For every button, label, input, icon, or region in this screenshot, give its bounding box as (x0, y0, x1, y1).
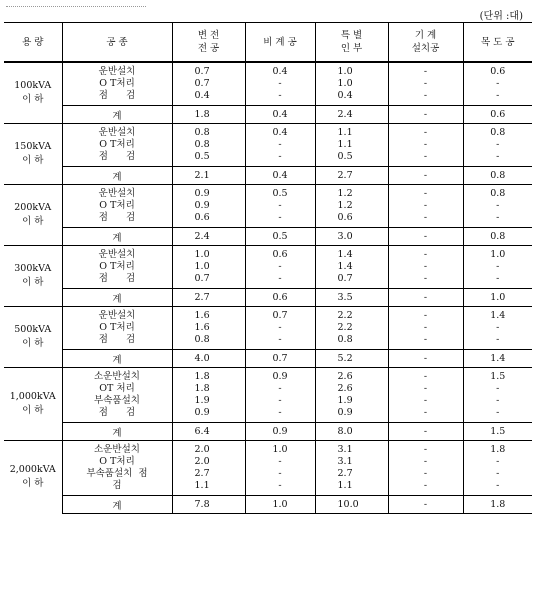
value-rigger: - (496, 407, 500, 418)
value-special-laborer: 2.6 (337, 371, 353, 382)
value-scaffolder: - (278, 322, 282, 333)
substation-electrician-cell (172, 62, 245, 106)
value-rigger: - (496, 212, 500, 223)
work-type-label: 점 검 (98, 90, 136, 101)
capacity-cell: 150kVA 이 하 (4, 124, 62, 185)
value-rigger: - (496, 456, 500, 467)
value-substation-electrician: 1.9 (194, 395, 210, 406)
value-rigger: 1.8 (490, 444, 506, 455)
value-scaffolder: - (278, 334, 282, 345)
capacity-cell: 2,000kVA 이 하 (4, 441, 62, 514)
total-machine-installer: - (388, 496, 463, 514)
work-type-label: 운반설치 (98, 310, 136, 321)
value-rigger: - (496, 151, 500, 162)
value-rigger: - (496, 273, 500, 284)
value-special-laborer: 2.2 (337, 322, 353, 333)
header-work-type: 공 종 (62, 23, 172, 63)
value-scaffolder: - (278, 151, 282, 162)
substation-electrician-cell (172, 307, 245, 350)
value-rigger: - (496, 90, 500, 101)
total-scaffolder: 0.6 (245, 289, 315, 307)
value-machine-installer: - (423, 480, 428, 491)
work-type-label: 소운반설치 (94, 444, 140, 455)
machine-installer-cell (388, 185, 463, 228)
total-rigger: 0.6 (463, 106, 532, 124)
work-type-cell (62, 307, 172, 350)
work-type-label: 운반설치 (98, 66, 136, 77)
header-row (4, 23, 532, 63)
work-type-label: 부속품설치 (94, 395, 140, 406)
work-type-label: O T처리 (99, 261, 135, 272)
header-special-laborer: 특 별 인 부 (315, 23, 388, 63)
capacity-cell: 500kVA 이 하 (4, 307, 62, 368)
special-laborer-cell (315, 368, 388, 423)
value-substation-electrician: 2.0 (194, 444, 210, 455)
value-scaffolder: 0.7 (272, 310, 288, 321)
value-machine-installer: - (423, 371, 428, 382)
value-machine-installer: - (423, 383, 428, 394)
work-type-label: 점 검 (98, 151, 136, 162)
value-rigger: - (496, 139, 500, 150)
work-type-cell (62, 441, 172, 496)
total-machine-installer: - (388, 289, 463, 307)
value-substation-electrician: 1.0 (194, 249, 210, 260)
value-substation-electrician: 0.4 (194, 90, 210, 101)
header-rigger: 목 도 공 (463, 23, 532, 63)
value-scaffolder: - (278, 480, 282, 491)
work-type-label: 운반설치 (98, 249, 136, 260)
scaffolder-cell (245, 185, 315, 228)
value-scaffolder: - (278, 90, 282, 101)
total-label: 계 (62, 496, 172, 514)
value-machine-installer: - (423, 139, 428, 150)
rigger-cell (463, 185, 532, 228)
total-scaffolder: 1.0 (245, 496, 315, 514)
scaffolder-cell (245, 246, 315, 289)
value-substation-electrician: 0.9 (194, 200, 210, 211)
total-rigger: 1.0 (463, 289, 532, 307)
value-rigger: - (496, 334, 500, 345)
value-rigger: - (496, 468, 500, 479)
value-machine-installer: - (423, 151, 428, 162)
value-machine-installer: - (423, 261, 428, 272)
value-machine-installer: - (423, 395, 428, 406)
total-substation-electrician: 6.4 (172, 423, 245, 441)
value-substation-electrician: 1.8 (194, 371, 210, 382)
scaffolder-cell (245, 124, 315, 167)
total-machine-installer: - (388, 423, 463, 441)
machine-installer-cell (388, 441, 463, 496)
value-rigger: - (496, 395, 500, 406)
total-special-laborer: 3.5 (315, 289, 388, 307)
value-rigger: - (496, 200, 500, 211)
value-special-laborer: 1.1 (337, 480, 353, 491)
table-body (4, 62, 532, 514)
total-rigger: 1.4 (463, 350, 532, 368)
total-machine-installer: - (388, 350, 463, 368)
total-row (4, 228, 532, 246)
special-laborer-cell (315, 62, 388, 106)
special-laborer-cell (315, 124, 388, 167)
table-row (4, 307, 532, 350)
value-substation-electrician: 2.0 (194, 456, 210, 467)
special-laborer-cell (315, 307, 388, 350)
value-rigger: 1.4 (490, 310, 506, 321)
value-special-laborer: 0.5 (337, 151, 353, 162)
value-scaffolder: 0.4 (272, 127, 288, 138)
total-machine-installer: - (388, 167, 463, 185)
work-type-label: OT 처리 (99, 383, 135, 394)
value-substation-electrician: 0.7 (194, 66, 210, 77)
value-special-laborer: 3.1 (337, 456, 353, 467)
machine-installer-cell (388, 124, 463, 167)
value-machine-installer: - (423, 212, 428, 223)
rigger-cell (463, 124, 532, 167)
value-machine-installer: - (423, 334, 428, 345)
value-substation-electrician: 0.7 (194, 273, 210, 284)
total-label: 계 (62, 228, 172, 246)
value-substation-electrician: 0.8 (194, 139, 210, 150)
value-machine-installer: - (423, 444, 428, 455)
total-row (4, 106, 532, 124)
value-special-laborer: 1.1 (337, 139, 353, 150)
total-rigger: 0.8 (463, 167, 532, 185)
table-row (4, 246, 532, 289)
value-machine-installer: - (423, 188, 428, 199)
total-label: 계 (62, 106, 172, 124)
capacity-cell: 1,000kVA 이 하 (4, 368, 62, 441)
total-label: 계 (62, 167, 172, 185)
work-type-label: 소운반설치 (94, 371, 140, 382)
value-machine-installer: - (423, 468, 428, 479)
work-type-cell (62, 185, 172, 228)
value-machine-installer: - (423, 90, 428, 101)
substation-electrician-cell (172, 185, 245, 228)
total-special-laborer: 2.4 (315, 106, 388, 124)
value-scaffolder: - (278, 407, 282, 418)
value-special-laborer: 1.4 (337, 261, 353, 272)
total-machine-installer: - (388, 228, 463, 246)
total-label: 계 (62, 423, 172, 441)
work-type-label: 운반설치 (98, 188, 136, 199)
work-type-label: 점 검 (98, 334, 136, 345)
labor-table (4, 22, 532, 514)
scaffolder-cell (245, 62, 315, 106)
capacity-cell: 200kVA 이 하 (4, 185, 62, 246)
value-scaffolder: - (278, 139, 282, 150)
value-rigger: 0.6 (490, 66, 506, 77)
work-type-label: O T처리 (99, 456, 135, 467)
special-laborer-cell (315, 441, 388, 496)
value-machine-installer: - (423, 407, 428, 418)
value-machine-installer: - (423, 322, 428, 333)
substation-electrician-cell (172, 368, 245, 423)
machine-installer-cell (388, 307, 463, 350)
total-special-laborer: 5.2 (315, 350, 388, 368)
rigger-cell (463, 441, 532, 496)
value-special-laborer: 0.6 (337, 212, 353, 223)
top-rule (6, 0, 146, 7)
total-rigger: 1.5 (463, 423, 532, 441)
value-rigger: - (496, 480, 500, 491)
total-scaffolder: 0.7 (245, 350, 315, 368)
value-machine-installer: - (423, 456, 428, 467)
value-special-laborer: 1.0 (337, 78, 353, 89)
work-type-cell (62, 246, 172, 289)
value-scaffolder: - (278, 468, 282, 479)
value-special-laborer: 1.9 (337, 395, 353, 406)
work-type-label: 점 검 (98, 407, 136, 418)
value-machine-installer: - (423, 78, 428, 89)
value-substation-electrician: 1.6 (194, 310, 210, 321)
substation-electrician-cell (172, 441, 245, 496)
total-scaffolder: 0.4 (245, 106, 315, 124)
value-special-laborer: 1.1 (337, 127, 353, 138)
total-substation-electrician: 2.1 (172, 167, 245, 185)
header-machine-installer: 기 계 설치공 (388, 23, 463, 63)
unit-label: (단위 :대) (479, 11, 523, 22)
work-type-label: O T처리 (99, 200, 135, 211)
header-scaffolder: 비 계 공 (245, 23, 315, 63)
value-special-laborer: 2.2 (337, 310, 353, 321)
value-special-laborer: 3.1 (337, 444, 353, 455)
work-type-label: O T처리 (99, 78, 135, 89)
total-special-laborer: 2.7 (315, 167, 388, 185)
work-type-label: 검 (112, 480, 122, 491)
value-scaffolder: - (278, 261, 282, 272)
header-capacity: 용 량 (4, 23, 62, 63)
rigger-cell (463, 246, 532, 289)
value-special-laborer: 2.7 (337, 468, 353, 479)
total-scaffolder: 0.9 (245, 423, 315, 441)
value-machine-installer: - (423, 273, 428, 284)
value-substation-electrician: 0.7 (194, 78, 210, 89)
total-scaffolder: 0.4 (245, 167, 315, 185)
total-special-laborer: 8.0 (315, 423, 388, 441)
value-substation-electrician: 0.6 (194, 212, 210, 223)
total-substation-electrician: 2.7 (172, 289, 245, 307)
total-rigger: 1.8 (463, 496, 532, 514)
table-row (4, 368, 532, 423)
work-type-label: 점 검 (98, 273, 136, 284)
rigger-cell (463, 307, 532, 350)
scaffolder-cell (245, 307, 315, 350)
total-label: 계 (62, 289, 172, 307)
value-scaffolder: 0.4 (272, 66, 288, 77)
table-row (4, 62, 532, 106)
value-rigger: - (496, 322, 500, 333)
value-special-laborer: 0.7 (337, 273, 353, 284)
table-row (4, 185, 532, 228)
value-scaffolder: 1.0 (272, 444, 288, 455)
value-substation-electrician: 1.0 (194, 261, 210, 272)
value-special-laborer: 1.0 (337, 66, 353, 77)
value-special-laborer: 1.2 (337, 200, 353, 211)
header-substation-electrician: 변 전 전 공 (172, 23, 245, 63)
value-special-laborer: 0.9 (337, 407, 353, 418)
value-substation-electrician: 1.1 (194, 480, 210, 491)
total-special-laborer: 10.0 (315, 496, 388, 514)
value-special-laborer: 0.8 (337, 334, 353, 345)
value-machine-installer: - (423, 127, 428, 138)
machine-installer-cell (388, 62, 463, 106)
value-rigger: 1.5 (490, 371, 506, 382)
total-substation-electrician: 7.8 (172, 496, 245, 514)
value-machine-installer: - (423, 200, 428, 211)
special-laborer-cell (315, 185, 388, 228)
table-row (4, 441, 532, 496)
value-rigger: - (496, 383, 500, 394)
total-row (4, 289, 532, 307)
value-rigger: 0.8 (490, 188, 506, 199)
value-substation-electrician: 1.6 (194, 322, 210, 333)
value-scaffolder: - (278, 383, 282, 394)
value-rigger: - (496, 261, 500, 272)
value-substation-electrician: 2.7 (194, 468, 210, 479)
value-special-laborer: 0.4 (337, 90, 353, 101)
value-machine-installer: - (423, 249, 428, 260)
value-substation-electrician: 0.9 (194, 407, 210, 418)
total-substation-electrician: 4.0 (172, 350, 245, 368)
value-machine-installer: - (423, 310, 428, 321)
value-machine-installer: - (423, 66, 428, 77)
machine-installer-cell (388, 246, 463, 289)
total-row (4, 350, 532, 368)
scaffolder-cell (245, 441, 315, 496)
value-scaffolder: - (278, 273, 282, 284)
value-substation-electrician: 0.9 (194, 188, 210, 199)
value-substation-electrician: 1.8 (194, 383, 210, 394)
value-scaffolder: - (278, 212, 282, 223)
substation-electrician-cell (172, 246, 245, 289)
value-scaffolder: - (278, 456, 282, 467)
total-row (4, 167, 532, 185)
work-type-label: O T처리 (99, 322, 135, 333)
substation-electrician-cell (172, 124, 245, 167)
total-row (4, 423, 532, 441)
work-type-label: O T처리 (99, 139, 135, 150)
work-type-label: 부속품설치 점 (86, 468, 148, 479)
total-special-laborer: 3.0 (315, 228, 388, 246)
total-label: 계 (62, 350, 172, 368)
work-type-cell (62, 62, 172, 106)
value-scaffolder: - (278, 395, 282, 406)
value-scaffolder: - (278, 200, 282, 211)
value-substation-electrician: 0.8 (194, 127, 210, 138)
total-row (4, 496, 532, 514)
value-scaffolder: 0.6 (272, 249, 288, 260)
work-type-cell (62, 124, 172, 167)
value-scaffolder: 0.9 (272, 371, 288, 382)
value-rigger: - (496, 78, 500, 89)
work-type-label: 점 검 (98, 212, 136, 223)
rigger-cell (463, 368, 532, 423)
value-special-laborer: 1.4 (337, 249, 353, 260)
capacity-cell: 300kVA 이 하 (4, 246, 62, 307)
machine-installer-cell (388, 368, 463, 423)
special-laborer-cell (315, 246, 388, 289)
value-scaffolder: - (278, 78, 282, 89)
value-substation-electrician: 0.8 (194, 334, 210, 345)
value-rigger: 1.0 (490, 249, 506, 260)
rigger-cell (463, 62, 532, 106)
value-scaffolder: 0.5 (272, 188, 288, 199)
total-rigger: 0.8 (463, 228, 532, 246)
total-scaffolder: 0.5 (245, 228, 315, 246)
value-rigger: 0.8 (490, 127, 506, 138)
work-type-label: 운반설치 (98, 127, 136, 138)
value-special-laborer: 1.2 (337, 188, 353, 199)
table-row (4, 124, 532, 167)
total-substation-electrician: 1.8 (172, 106, 245, 124)
total-machine-installer: - (388, 106, 463, 124)
work-type-cell (62, 368, 172, 423)
scaffolder-cell (245, 368, 315, 423)
value-special-laborer: 2.6 (337, 383, 353, 394)
total-substation-electrician: 2.4 (172, 228, 245, 246)
value-substation-electrician: 0.5 (194, 151, 210, 162)
capacity-cell: 100kVA 이 하 (4, 62, 62, 124)
